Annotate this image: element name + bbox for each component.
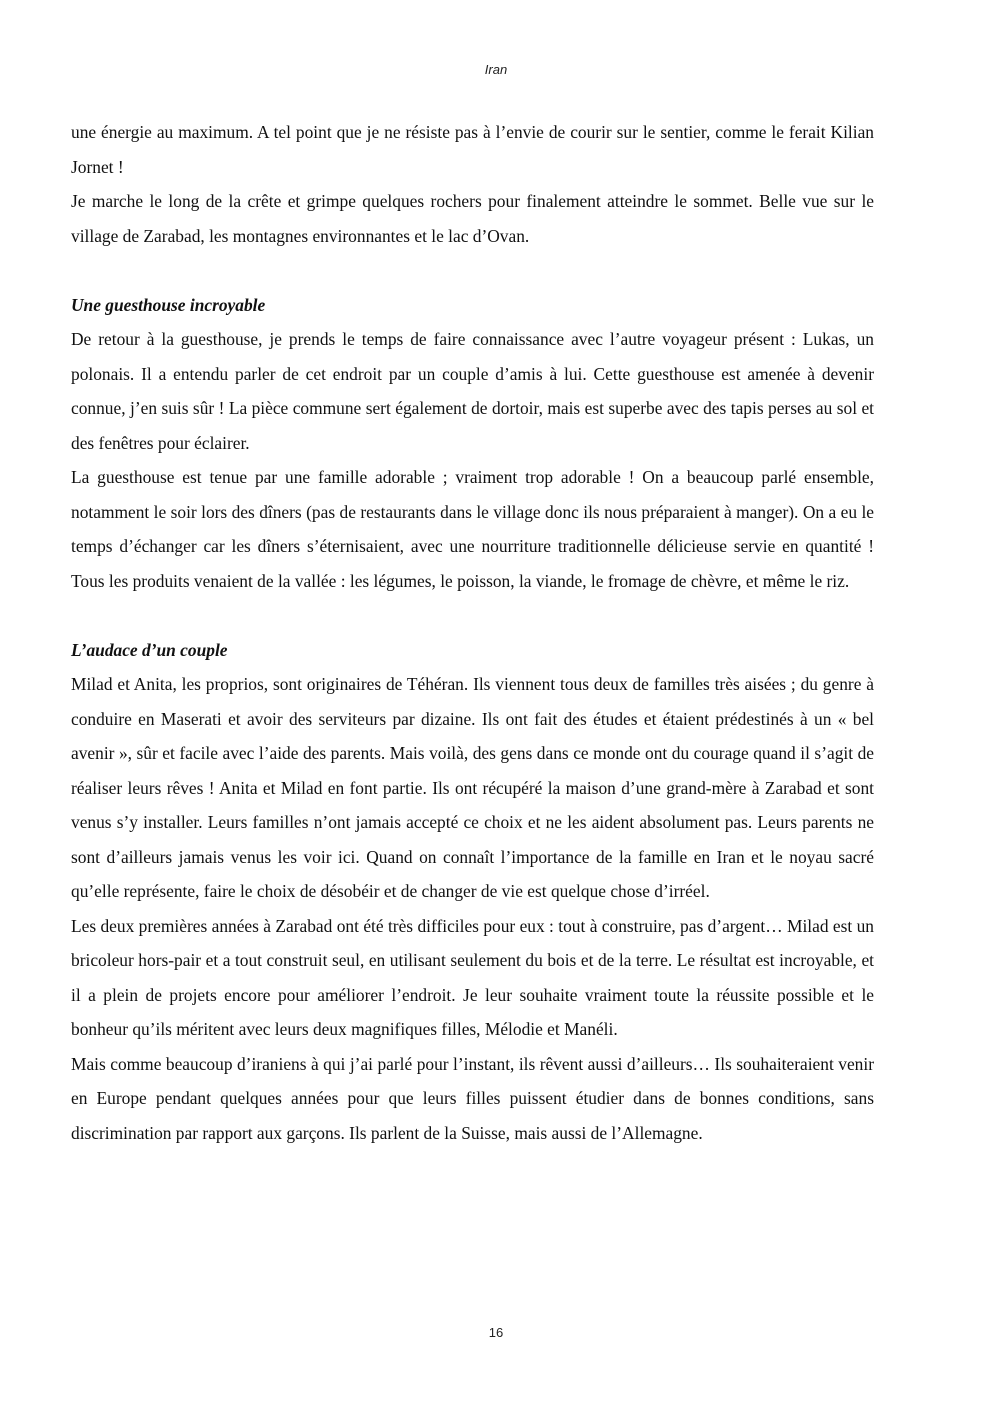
page-body (71, 115, 874, 1150)
body-paragraph: Je marche le long de la crête et grimpe quelques rochers pour finalement atteindre le sommet. Belle vue sur le village de Zarabad, les montagnes environnantes et le lac d’Ovan. (71, 191, 874, 246)
body-paragraph: Milad et Anita, les proprios, sont originaires de Téhéran. Ils viennent tous deux de familles très aisées ; du genre à conduire en Maserati et avoir des serviteurs par dizaine. Ils ont fait des études et étaient prédestinés à un « bel avenir », sûr et facile avec l’aide des parents. Mais voilà, des gens dans ce monde ont du courage quand il s’agit de réaliser leurs rêves ! Anita et Milad en font partie. Ils ont récupéré la maison d’une grand-mère à Zarabad et sont venus s’y installer. Leurs familles n’ont jamais accepté ce choix et ne les aident absolument pas. Leurs parents ne sont d’ailleurs jamais venus les voir ici. Quand on connaît l’importance de la famille en Iran et le noyau sacré qu’elle représente, faire le choix de désobéir et de changer de vie est quelque chose d’irréel. (71, 674, 874, 901)
body-paragraph: Mais comme beaucoup d’iraniens à qui j’ai parlé pour l’instant, ils rêvent aussi d’ailleurs… Ils souhaiteraient venir en Europe pendant quelques années pour que leurs filles puissent étudier dans de bonnes conditions, sans discrimination par rapport aux garçons. Ils parlent de la Suisse, mais aussi de l’Allemagne. (71, 1053, 874, 1143)
running-header: Iran (484, 62, 508, 77)
body-paragraph: Les deux premières années à Zarabad ont été très difficiles pour eux : tout à construire, pas d’argent… Milad est un bricoleur hors-pair et a tout construit seul, en utilisant seulement du bois et de la terre. Le résultat est incroyable, et il a plein de projets encore pour améliorer l’endroit. Je leur souhaite vraiment toute la réussite possible et le bonheur qu’ils méritent avec leurs deux magnifiques filles, Mélodie et Manéli. (71, 915, 874, 1039)
body-paragraph: De retour à la guesthouse, je prends le temps de faire connaissance avec l’autre voyageur présent : Lukas, un polonais. Il a entendu parler de cet endroit par un couple d’amis à lui. Cette guesthouse est amenée à devenir connue, j’en suis sûr ! La pièce commune sert également de dortoir, mais est superbe avec des tapis perses au sol et des fenêtres pour éclairer. (71, 329, 874, 453)
body-paragraph: La guesthouse est tenue par une famille adorable ; vraiment trop adorable ! On a beaucoup parlé ensemble, notamment le soir lors des dîners (pas de restaurants dans le village donc ils nous préparaient à manger). On a eu le temps d’échanger car les dîners s’éternisaient, avec une nourriture traditionnelle délicieuse servie en quantité ! Tous les produits venaient de la vallée : les légumes, le poisson, la viande, le fromage de chèvre, et même le riz. (71, 467, 874, 591)
section-heading: L’audace d’un couple (71, 639, 228, 660)
body-paragraph: une énergie au maximum. A tel point que je ne résiste pas à l’envie de courir sur le sentier, comme le ferait Kilian Jornet ! (71, 122, 874, 177)
section-heading: Une guesthouse incroyable (71, 294, 266, 315)
page-number: 16 (488, 1325, 504, 1340)
